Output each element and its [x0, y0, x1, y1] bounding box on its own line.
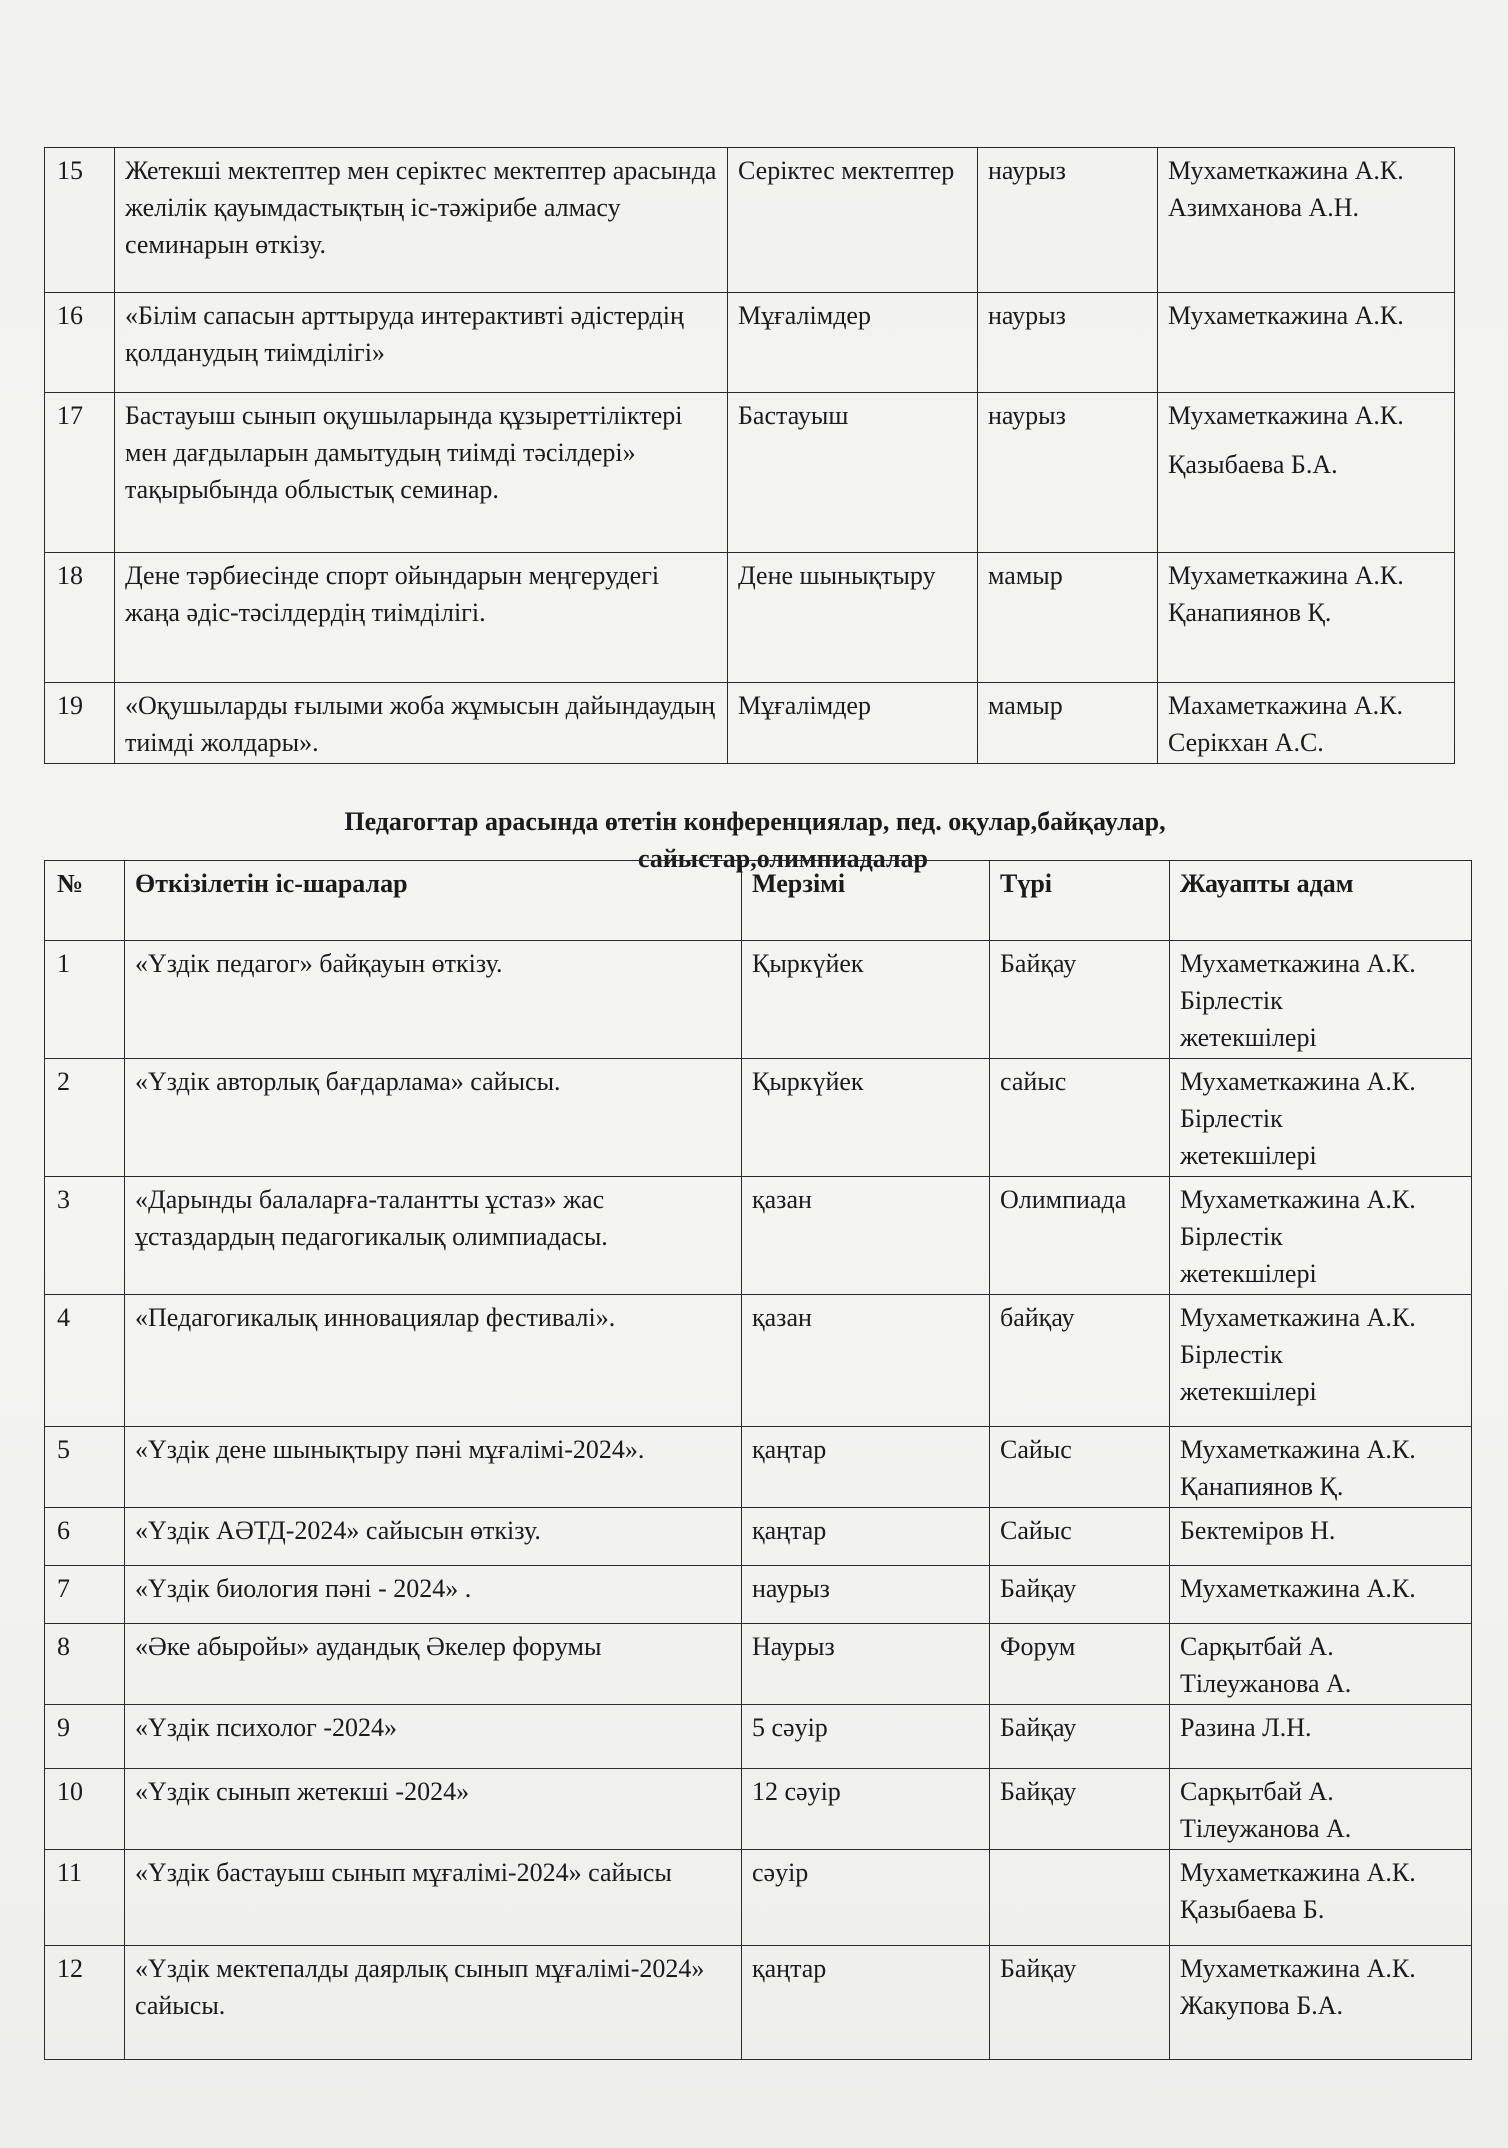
responsible-cell	[1158, 293, 1455, 393]
event-cell: «Үздік АӘТД-2024» сайысын өткізу.	[125, 1508, 742, 1566]
table-row	[45, 1769, 1472, 1850]
type-cell: байқау	[990, 1295, 1170, 1427]
event-cell: «Үздік педагог» байқауын өткізу.	[125, 941, 742, 1059]
row-number: 2	[45, 1059, 125, 1177]
type-cell: Форум	[990, 1624, 1170, 1705]
date-cell: наурыз	[978, 393, 1158, 553]
responsible-name: Бектеміров Н.	[1180, 1516, 1336, 1545]
participants-cell: Серіктес мектептер	[728, 148, 978, 293]
type-cell: Олимпиада	[990, 1177, 1170, 1295]
responsible-cell	[1158, 148, 1455, 293]
responsible-cell	[1170, 1059, 1472, 1177]
event-cell: Бастауыш сынып оқушыларында құзыреттіліктері мен дағдыларын дамытудың тиімді тәсілдері» тақырыбында облыстық семинар.	[115, 393, 728, 553]
participants-cell: Мұғалімдер	[728, 293, 978, 393]
header-type: Түрі	[990, 861, 1170, 941]
table-row	[45, 1705, 1472, 1769]
type-cell: сайыс	[990, 1059, 1170, 1177]
event-cell: «Үздік биология пәні - 2024» .	[125, 1566, 742, 1624]
row-number: 3	[45, 1177, 125, 1295]
responsible-name: Мухаметкажина А.К.	[1180, 1858, 1416, 1887]
table-row	[45, 1177, 1472, 1295]
responsible-cell	[1170, 1850, 1472, 1946]
responsible-name: Азимханова А.Н.	[1168, 193, 1360, 222]
date-cell: мамыр	[978, 553, 1158, 683]
date-cell: наурыз	[978, 293, 1158, 393]
table-row	[45, 1427, 1472, 1508]
event-cell: «Үздік мектепалды даярлық сынып мұғалімі-2024» сайысы.	[125, 1946, 742, 2060]
table-row	[45, 1059, 1472, 1177]
table-row	[45, 1850, 1472, 1946]
responsible-name: Мухаметкажина А.К.	[1180, 1067, 1416, 1096]
table-row	[45, 148, 1455, 293]
event-cell: «Оқушыларды ғылыми жоба жұмысын дайындаудың тиімді жолдары».	[115, 683, 728, 764]
responsible-name: Мухаметкажина А.К.	[1180, 1435, 1416, 1464]
table-header-row	[45, 861, 1472, 941]
row-number: 7	[45, 1566, 125, 1624]
row-number: 16	[45, 293, 115, 393]
responsible-name: Мухаметкажина А.К.	[1168, 401, 1404, 430]
competitions-table	[44, 860, 1472, 2060]
section-heading-line2: сайыстар,олимпиадалар	[637, 844, 929, 873]
responsible-name: Тілеужанова А.	[1180, 1814, 1352, 1843]
responsible-cell	[1170, 1177, 1472, 1295]
participants-cell: Мұғалімдер	[728, 683, 978, 764]
event-cell: Жетекші мектептер мен серіктес мектептер арасында желілік қауымдастықтың іс-тәжірибе алмасу семинарын өткізу.	[115, 148, 728, 293]
responsible-cell	[1170, 941, 1472, 1059]
event-cell: «Үздік сынып жетекші -2024»	[125, 1769, 742, 1850]
type-cell: Сайыс	[990, 1427, 1170, 1508]
date-cell: 5 сәуір	[742, 1705, 990, 1769]
responsible-cell	[1158, 393, 1455, 553]
row-number: 12	[45, 1946, 125, 2060]
type-cell: Байқау	[990, 1705, 1170, 1769]
responsible-cell	[1170, 1508, 1472, 1566]
responsible-cell	[1170, 1295, 1472, 1427]
responsible-name: Мухаметкажина А.К.	[1180, 1574, 1416, 1603]
section-heading-line1: Педагогтар арасында өтетін конференциялар, пед. оқулар,байқаулар,	[344, 807, 1166, 836]
row-number: 10	[45, 1769, 125, 1850]
date-cell: қаңтар	[742, 1427, 990, 1508]
responsible-name: Разина Л.Н.	[1180, 1713, 1312, 1742]
responsible-name: Махаметкажина А.К.	[1168, 691, 1403, 720]
event-cell: «Білім сапасын арттыруда интерактивті әдістердің қолданудың тиімділігі»	[115, 293, 728, 393]
date-cell: мамыр	[978, 683, 1158, 764]
date-cell: наурыз	[978, 148, 1158, 293]
responsible-name: Қанапиянов Қ.	[1168, 598, 1332, 627]
responsible-name: Мухаметкажина А.К.	[1168, 561, 1404, 590]
responsible-name: Қанапиянов Қ.	[1180, 1472, 1344, 1501]
responsible-cell	[1170, 1624, 1472, 1705]
responsible-name: Қазыбаева Б.А.	[1168, 450, 1338, 479]
date-cell: Қыркүйек	[742, 1059, 990, 1177]
responsible-name: Бірлестік	[1180, 1104, 1283, 1133]
responsible-name: Мухаметкажина А.К.	[1168, 156, 1404, 185]
event-cell: «Үздік дене шынықтыру пәні мұғалімі-2024».	[125, 1427, 742, 1508]
responsible-name: Мухаметкажина А.К.	[1180, 1185, 1416, 1214]
header-number: №	[45, 861, 125, 941]
event-cell: «Дарынды балаларға-талантты ұстаз» жас ұстаздардың педагогикалық олимпиадасы.	[125, 1177, 742, 1295]
responsible-name: Серікхан А.С.	[1168, 728, 1324, 757]
header-date: Мерзімі	[742, 861, 990, 941]
table-row	[45, 1624, 1472, 1705]
type-cell: Байқау	[990, 1769, 1170, 1850]
responsible-name: Мухаметкажина А.К.	[1180, 1303, 1416, 1332]
row-number: 1	[45, 941, 125, 1059]
participants-cell: Дене шынықтыру	[728, 553, 978, 683]
responsible-name: Бірлестік	[1180, 986, 1283, 1015]
responsible-name: жетекшілері	[1180, 1141, 1317, 1170]
row-number: 6	[45, 1508, 125, 1566]
responsible-name: жетекшілері	[1180, 1259, 1317, 1288]
responsible-name: Тілеужанова А.	[1180, 1669, 1352, 1698]
responsible-name: Мухаметкажина А.К.	[1180, 949, 1416, 978]
row-number: 17	[45, 393, 115, 553]
responsible-name: Мухаметкажина А.К.	[1180, 1954, 1416, 1983]
responsible-name: жетекшілері	[1180, 1023, 1317, 1052]
event-cell: «Үздік психолог -2024»	[125, 1705, 742, 1769]
date-cell: қазан	[742, 1177, 990, 1295]
table-row	[45, 553, 1455, 683]
header-responsible: Жауапты адам	[1170, 861, 1472, 941]
row-number: 19	[45, 683, 115, 764]
participants-cell: Бастауыш	[728, 393, 978, 553]
table-row	[45, 293, 1455, 393]
responsible-cell	[1170, 1566, 1472, 1624]
row-number: 15	[45, 148, 115, 293]
responsible-name: Бірлестік	[1180, 1340, 1283, 1369]
responsible-cell	[1170, 1705, 1472, 1769]
responsible-name: Мухаметкажина А.К.	[1168, 301, 1404, 330]
date-cell: қаңтар	[742, 1946, 990, 2060]
responsible-name: Сарқытбай А.	[1180, 1632, 1334, 1661]
table-row	[45, 1508, 1472, 1566]
responsible-cell	[1158, 553, 1455, 683]
responsible-cell	[1170, 1946, 1472, 2060]
type-cell: Байқау	[990, 1566, 1170, 1624]
event-cell: «Үздік бастауыш сынып мұғалімі-2024» сайысы	[125, 1850, 742, 1946]
date-cell: қазан	[742, 1295, 990, 1427]
row-number: 4	[45, 1295, 125, 1427]
date-cell: Қыркүйек	[742, 941, 990, 1059]
row-number: 8	[45, 1624, 125, 1705]
events-table-continued	[44, 147, 1455, 764]
date-cell: қаңтар	[742, 1508, 990, 1566]
event-cell: Дене тәрбиесінде спорт ойындарын меңгерудегі жаңа әдіс-тәсілдердің тиімділігі.	[115, 553, 728, 683]
date-cell: 12 сәуір	[742, 1769, 990, 1850]
event-cell: «Педагогикалық инновациялар фестивалі».	[125, 1295, 742, 1427]
row-number: 5	[45, 1427, 125, 1508]
row-number: 9	[45, 1705, 125, 1769]
responsible-name: Қазыбаева Б.	[1180, 1895, 1325, 1924]
responsible-cell	[1158, 683, 1455, 764]
row-number: 11	[45, 1850, 125, 1946]
responsible-name: Жакупова Б.А.	[1180, 1991, 1344, 2020]
responsible-cell	[1170, 1769, 1472, 1850]
date-cell: Наурыз	[742, 1624, 990, 1705]
event-cell: «Үздік авторлық бағдарлама» сайысы.	[125, 1059, 742, 1177]
type-cell: Байқау	[990, 1946, 1170, 2060]
header-event: Өткізілетін іс-шаралар	[125, 861, 742, 941]
table-row	[45, 1946, 1472, 2060]
date-cell: сәуір	[742, 1850, 990, 1946]
responsible-name: жетекшілері	[1180, 1377, 1317, 1406]
type-cell	[990, 1850, 1170, 1946]
table-row	[45, 1295, 1472, 1427]
row-number: 18	[45, 553, 115, 683]
type-cell: Байқау	[990, 941, 1170, 1059]
responsible-cell	[1170, 1427, 1472, 1508]
event-cell: «Әке абыройы» аудандық Әкелер форумы	[125, 1624, 742, 1705]
type-cell: Сайыс	[990, 1508, 1170, 1566]
responsible-name: Бірлестік	[1180, 1222, 1283, 1251]
table-row	[45, 941, 1472, 1059]
table-row	[45, 683, 1455, 764]
date-cell: наурыз	[742, 1566, 990, 1624]
responsible-name: Сарқытбай А.	[1180, 1777, 1334, 1806]
table-row	[45, 1566, 1472, 1624]
table-row	[45, 393, 1455, 553]
